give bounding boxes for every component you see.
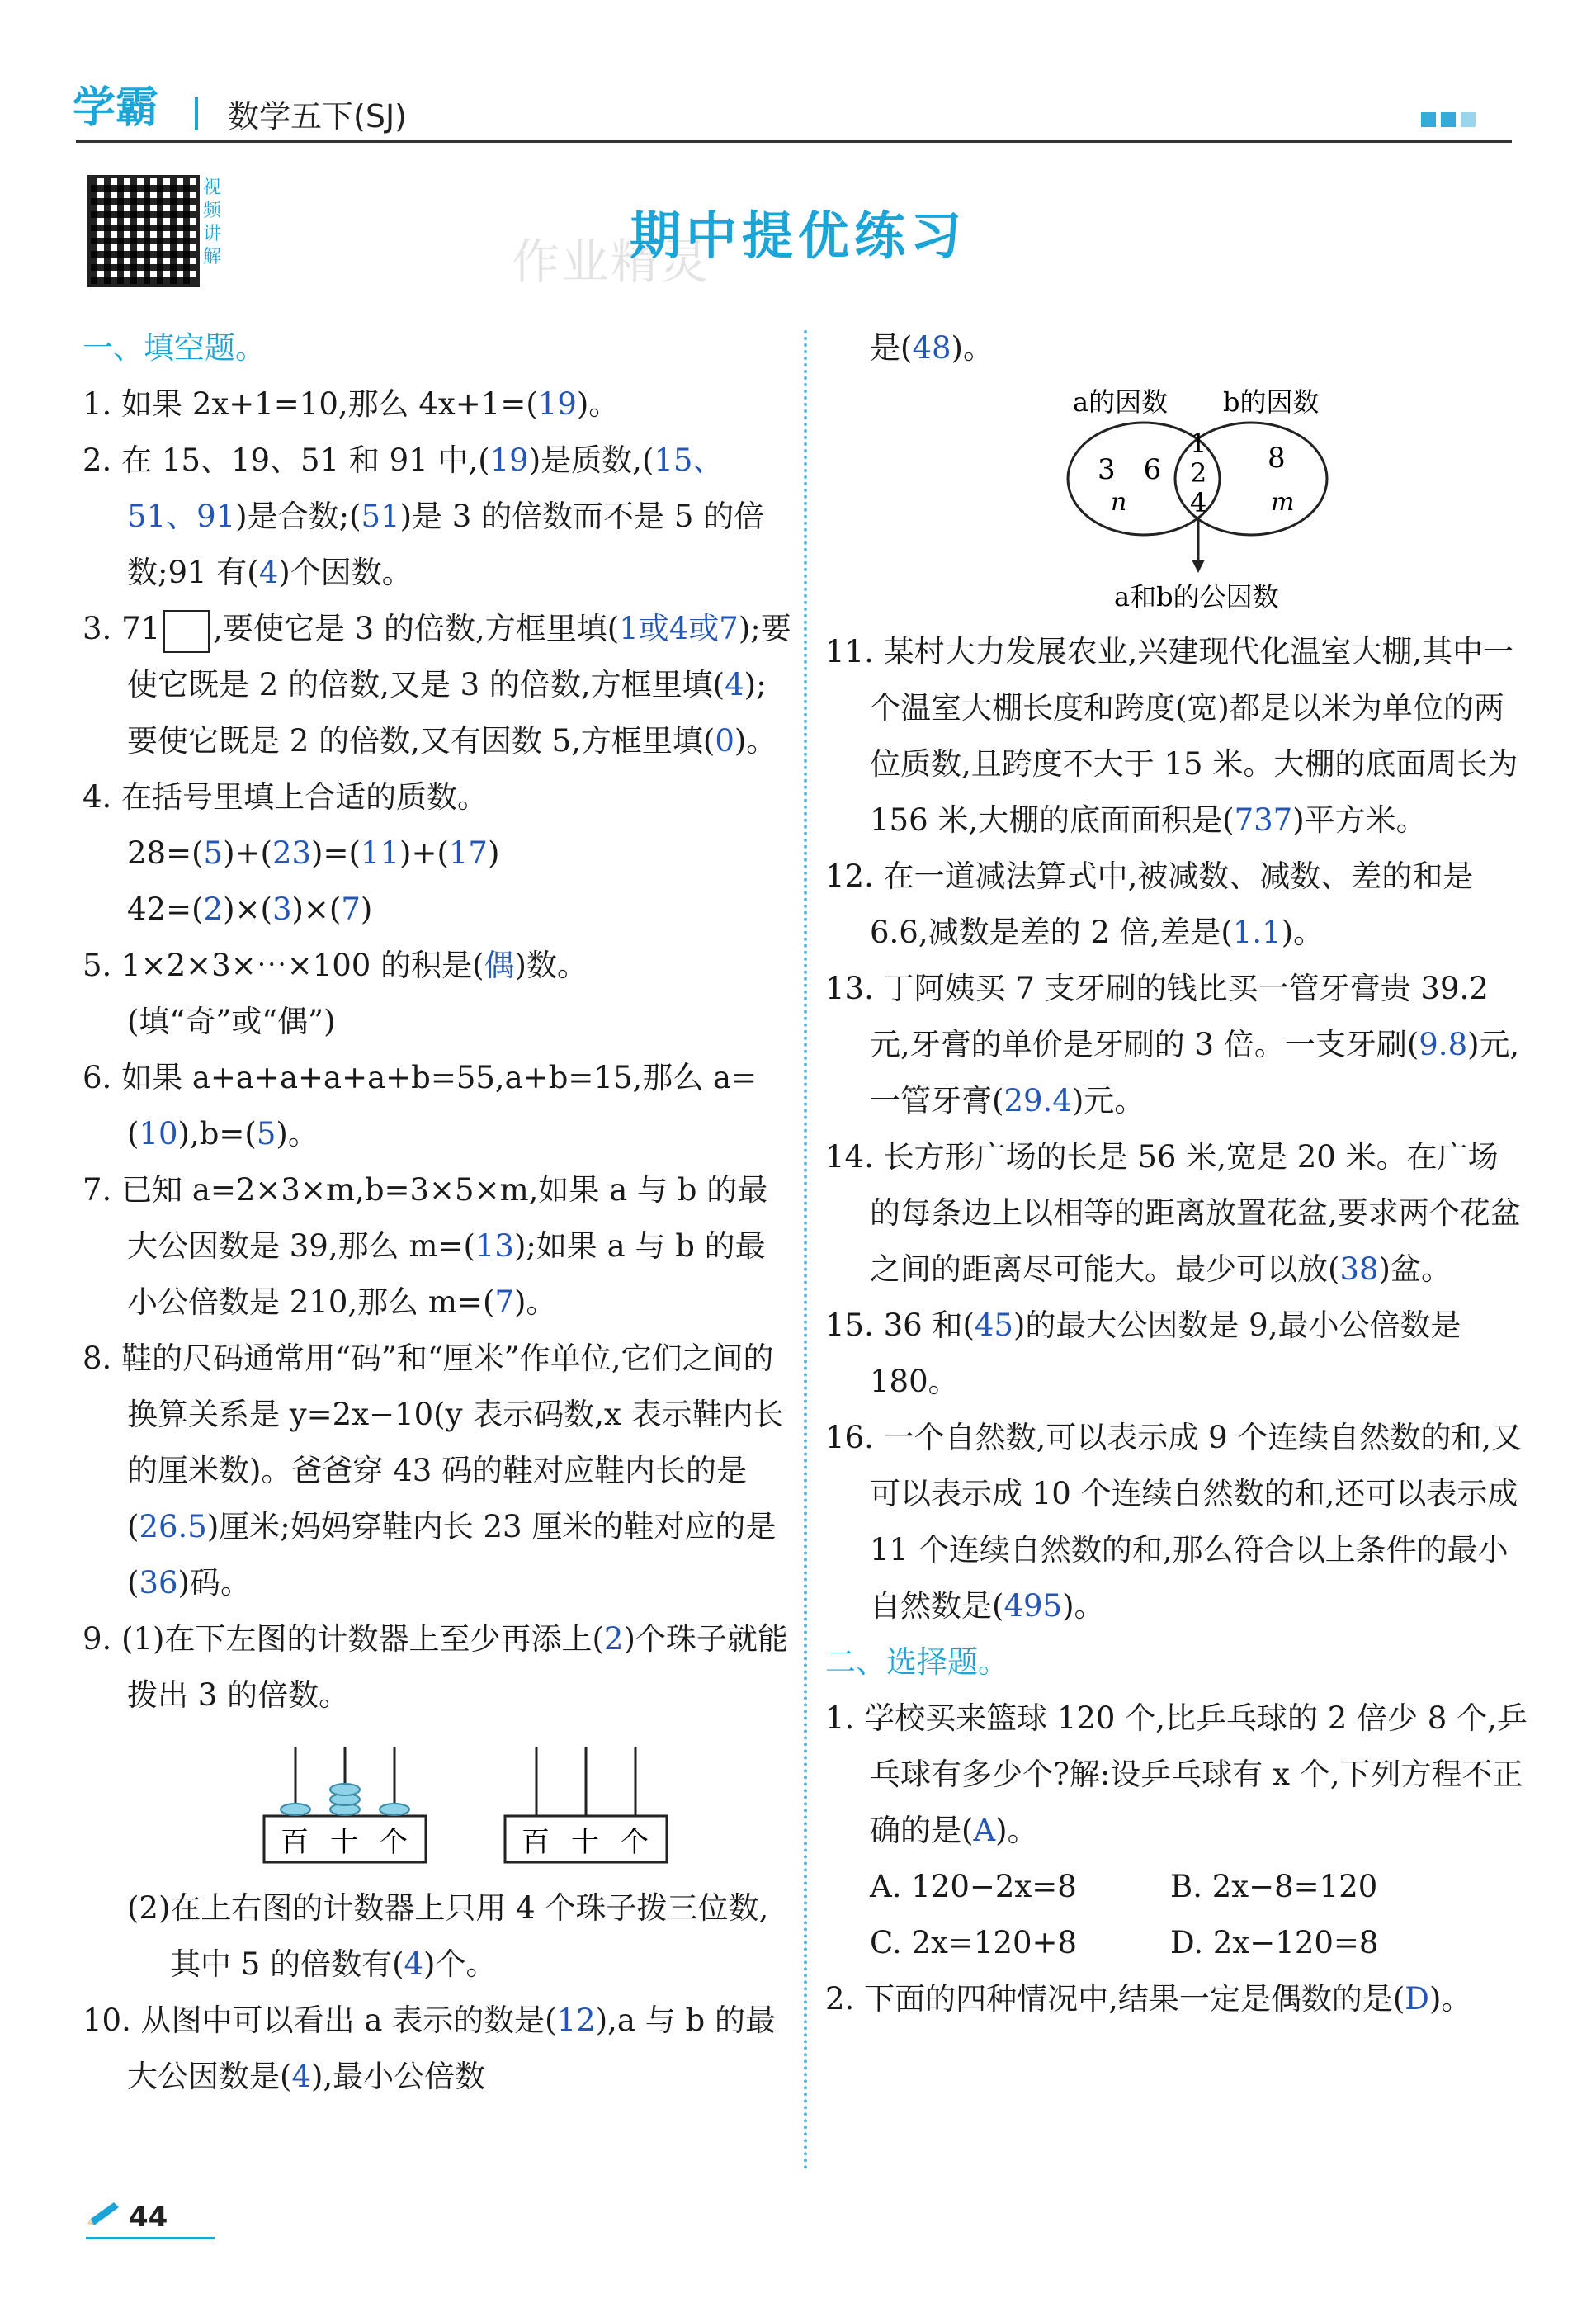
column-divider — [804, 330, 807, 2171]
left-column — [83, 320, 792, 2105]
question-13: 13. 丁阿姨买 7 支牙刷的钱比买一管牙膏贵 39.2 元,牙膏的单价是牙刷的 3 倍。一支牙刷(9.8)元,一管牙膏(29.4)元。 — [825, 971, 1520, 1118]
venn-bottom-label: a和b的公因数 — [1114, 581, 1279, 612]
venn-a-only-numbers: 3 6 — [1098, 453, 1162, 486]
question-5: 5. 1×2×3×⋯×100 的积是(偶)数。(填“奇”或“偶”) — [83, 948, 588, 1039]
bead — [330, 1784, 360, 1795]
venn-m-label: m — [1271, 488, 1295, 517]
abacus-svg — [83, 1724, 792, 1880]
abacus-label-hundreds: 百 — [281, 1826, 309, 1859]
section-fill-in-title: 一、填空题。 — [83, 330, 266, 366]
page-title: 期中提优练习 — [629, 206, 966, 266]
choice-question-1: 1. 学校买来篮球 120 个,比乒乓球的 2 倍少 8 个,乒乓球有多少个?解:设乒乓球有 x 个,下列方程不正确的是(A)。 — [825, 1700, 1528, 1848]
question-16: 16. 一个自然数,可以表示成 9 个连续自然数的和,又可以表示成 10 个连续自然数的和,还可以表示成 11 个连续自然数的和,那么符合以上条件的最小自然数是(495)。 — [825, 1420, 1523, 1624]
question-6: 6. 如果 a+a+a+a+a+b=55,a+b=15,那么 a=(10),b=(5)。 — [83, 1060, 758, 1152]
pencil-icon — [86, 2202, 124, 2227]
abacus-right — [505, 1747, 667, 1862]
question-10: 10. 从图中可以看出 a 表示的数是(12),a 与 b 的最大公因数是(4),最小公倍数 — [83, 2003, 776, 2094]
question-11: 11. 某村大力发展农业,兴建现代化温室大棚,其中一个温室大棚长度和跨度(宽)都是以米为单位的两位质数,且跨度不大于 15 米。大棚的底面周长为 156 米,大棚的底面面积是(737)平方米。 — [825, 634, 1518, 838]
header-rule — [76, 140, 1512, 143]
brand-logo: 学霸 — [73, 83, 159, 133]
abacus-label-ones: 个 — [621, 1826, 649, 1859]
option-a[interactable]: A. 120−2x=8 — [870, 1869, 1077, 1904]
section-choice-title: 二、选择题。 — [825, 1644, 1008, 1680]
watermark: 作业精灵 — [512, 234, 711, 290]
question-4-line-2: 42=(2)×(3)×(7) — [127, 891, 373, 927]
header-square-2 — [1441, 112, 1456, 127]
choice-options-row-1 — [825, 1859, 1528, 1915]
question-14: 14. 长方形广场的长是 56 米,宽是 20 米。在广场的每条边上以相等的距离放置花盆,要求两个花盆之间的距离尽可能大。最少可以放(38)盆。 — [825, 1139, 1521, 1287]
header-square-1 — [1421, 112, 1436, 127]
question-3: 3. 71 ,要使它是 3 的倍数,方框里填(1或4或7);要使它既是 2 的倍数,又是 3 的倍数,方框里填(4);要使它既是 2 的倍数,又有因数 5,方框里填(0)。 — [83, 611, 791, 759]
abacus-label-hundreds: 百 — [522, 1826, 550, 1859]
question-15: 15. 36 和(45)的最大公因数是 9,最小公倍数是 180。 — [825, 1308, 1461, 1399]
choice-question-2: 2. 下面的四种情况中,结果一定是偶数的是(D)。 — [825, 1981, 1472, 2017]
question-4-line-1: 28=(5)+(23)=(11)+(17) — [127, 835, 500, 871]
question-2: 2. 在 15、19、51 和 91 中,(19)是质数,(15、51、91)是合数;(51)是 3 的倍数而不是 5 的倍数;91 有(4)个因数。 — [83, 442, 765, 590]
venn-diagram — [825, 376, 1528, 624]
right-column — [825, 320, 1528, 2027]
option-c[interactable]: C. 2x=120+8 — [870, 1925, 1078, 1960]
venn-label-b: b的因数 — [1223, 386, 1320, 418]
abacus-label-tens: 十 — [571, 1826, 599, 1859]
question-12: 12. 在一道减法算式中,被减数、减数、差的和是 6.6,减数是差的 2 倍,差是(1.1)。 — [825, 858, 1474, 950]
footer-rule — [86, 2237, 215, 2239]
venn-arrowhead — [1192, 560, 1205, 573]
question-7: 7. 已知 a=2×3×m,b=3×5×m,如果 a 与 b 的最大公因数是 39,那么 m=(13);如果 a 与 b 的最小公倍数是 210,那么 m=(7)。 — [83, 1172, 768, 1320]
answer-q1: 19 — [537, 386, 577, 422]
venn-common-3: 4 — [1190, 487, 1207, 518]
option-b[interactable]: B. 2x−8=120 — [1170, 1869, 1378, 1904]
question-9-part-1: 9. (1)在下左图的计数器上至少再添上(2)个珠子就能拨出 3 的倍数。 — [83, 1621, 788, 1713]
venn-n-label: n — [1111, 488, 1127, 517]
choice-options-row-2 — [825, 1915, 1528, 1971]
question-10-continued: 是(48)。 — [870, 330, 994, 366]
option-d[interactable]: D. 2x−120=8 — [1170, 1925, 1379, 1960]
venn-b-only-number: 8 — [1268, 442, 1286, 475]
abacus-label-ones: 个 — [380, 1826, 408, 1859]
abacus-figures — [83, 1724, 792, 1880]
venn-common-2: 2 — [1190, 457, 1207, 489]
abacus-label-tens: 十 — [330, 1826, 358, 1859]
venn-common-1: 1 — [1190, 428, 1207, 459]
question-1: 1. 如果 2x+1=10,那么 4x+1=(19)。 — [83, 386, 620, 422]
bead — [380, 1804, 409, 1815]
page-number: 44 — [129, 2201, 168, 2234]
venn-label-a: a的因数 — [1073, 386, 1169, 418]
blank-box — [163, 610, 210, 653]
abacus-left — [264, 1747, 426, 1862]
brand-separator — [195, 97, 198, 130]
question-8: 8. 鞋的尺码通常用“码”和“厘米”作单位,它们之间的换算关系是 y=2x−10(y 表示码数,x 表示鞋内长的厘米数)。爸爸穿 43 码的鞋对应鞋内长的是(26.5)厘米;妈妈穿鞋内长 23 厘米的鞋对应的是(36)码。 — [83, 1341, 784, 1601]
qr-label: 视频讲解 — [203, 177, 222, 267]
question-9-part-2: (2)在上右图的计数器上只用 4 个珠子拨三位数,其中 5 的倍数有(4)个。 — [127, 1890, 769, 1982]
question-4: 4. 在括号里填上合适的质数。 — [83, 779, 489, 815]
header-square-3 — [1461, 112, 1476, 127]
bead — [281, 1804, 310, 1815]
book-subtitle: 数学五下(SJ) — [228, 98, 407, 135]
venn-svg — [825, 376, 1528, 624]
